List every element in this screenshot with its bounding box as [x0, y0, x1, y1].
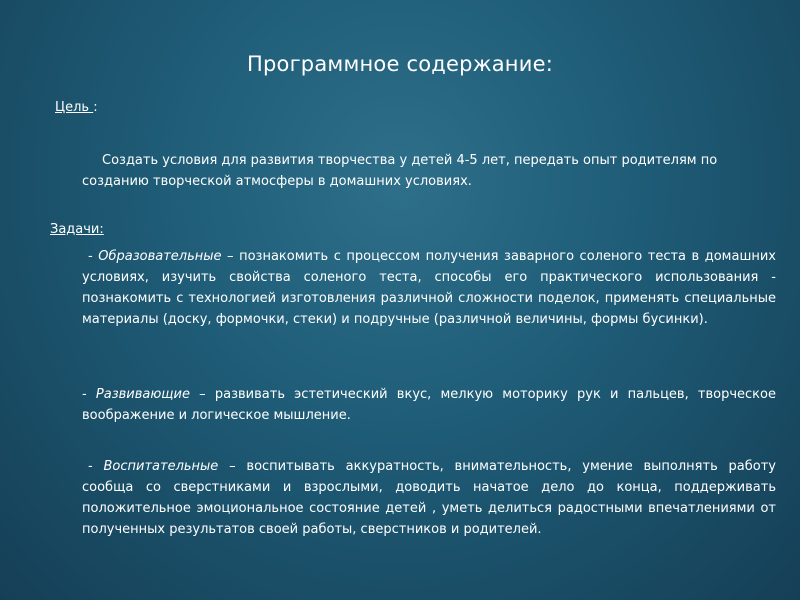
task-name: Образовательные [98, 249, 222, 264]
task-prefix: - [82, 387, 96, 402]
task-text: – развивать эстетический вкус, мелкую моторику рук и пальцев, творческое воображение и логическое мышление. [82, 387, 776, 423]
task-name: Развивающие [95, 387, 190, 402]
goal-label [55, 100, 98, 115]
task-developmental [82, 384, 776, 426]
goal-text-block [82, 150, 778, 192]
task-prefix: - [88, 459, 104, 474]
task-educational [82, 246, 776, 330]
task-upbringing [82, 456, 776, 540]
task-text: – воспитывать аккуратность, внимательность, умение выполнять работу сообща со сверстниками и взрослыми, доводить начатое дело до конца, поддерживать положительное эмоциональное состояние детей , уметь делиться радостными впечатлениями от полученных результатов своей работы, сверстников и родителей. [82, 459, 776, 537]
task-prefix: - [88, 249, 99, 264]
goal-label-colon: : [93, 100, 98, 115]
task-name: Воспитательные [103, 459, 219, 474]
task-text: – познакомить с процессом получения заварного соленого теста в домашних условиях, изучить свойства соленого теста, способы его практического использования - познакомить с технологией изготовления различной сложности поделок, применять специальные материалы (доску, формочки, стеки) и подручные (различной величины, формы бусинки). [82, 249, 776, 327]
goal-label-text: Цель [55, 100, 94, 115]
slide-title: Программное содержание: [247, 52, 553, 76]
tasks-label: Задачи: [50, 222, 104, 237]
goal-text: Создать условия для развития творчества у детей 4-5 лет, передать опыт родителям по созданию творческой атмосферы в домашних условиях. [82, 153, 718, 189]
